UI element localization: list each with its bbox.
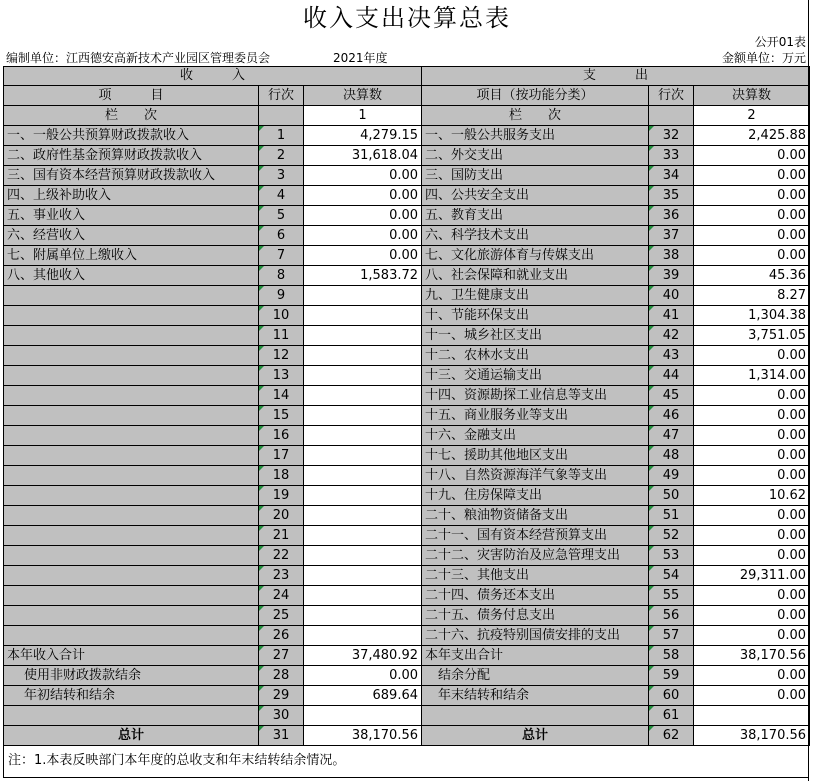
income-row-no-header: 行次: [259, 86, 304, 106]
expense-amount: 45.36: [694, 266, 810, 286]
table-row: [4, 446, 810, 466]
expense-row-number: 42: [649, 326, 694, 346]
expense-item-label: 二十一、国有资本经营预算支出: [422, 526, 649, 546]
expense-item-label: 四、公共安全支出: [422, 186, 649, 206]
income-amount: [304, 466, 422, 486]
table-row: [4, 186, 810, 206]
expense-row-number: 51: [649, 506, 694, 526]
expense-total-row-number: 59: [649, 666, 694, 686]
total-row: [4, 666, 810, 686]
income-total-row-number: 27: [259, 646, 304, 666]
income-total-label: 使用非财政拨款结余: [4, 666, 259, 686]
income-amount: [304, 286, 422, 306]
footnote: 注：1.本表反映部门本年度的总收支和年末结转结余情况。: [3, 746, 809, 778]
expense-row-number: 40: [649, 286, 694, 306]
expense-row-no-header: 行次: [649, 86, 694, 106]
income-amount: [304, 546, 422, 566]
income-total-label: [4, 706, 259, 726]
income-row-number: 12: [259, 346, 304, 366]
expense-item-label: 二十六、抗疫特别国债安排的支出: [422, 626, 649, 646]
income-row-number: 25: [259, 606, 304, 626]
income-row-number: 24: [259, 586, 304, 606]
income-amount: [304, 326, 422, 346]
expense-total-amount: 38,170.56: [694, 646, 810, 666]
expense-total-amount: [694, 706, 810, 726]
expense-total-label: 总计: [422, 726, 649, 746]
income-row-number: 10: [259, 306, 304, 326]
expense-item-label: 二十四、债务还本支出: [422, 586, 649, 606]
table-row: [4, 326, 810, 346]
income-item-label: 二、政府性基金预算财政拨款收入: [4, 146, 259, 166]
income-row-number: 1: [259, 126, 304, 146]
total-row: [4, 706, 810, 726]
expense-row-number: 39: [649, 266, 694, 286]
expense-row-number: 52: [649, 526, 694, 546]
total-row: [4, 646, 810, 666]
expense-amount: 0.00: [694, 546, 810, 566]
income-total-row-number: 30: [259, 706, 304, 726]
table-row: [4, 406, 810, 426]
income-row-number: 6: [259, 226, 304, 246]
income-total-label: 总计: [4, 726, 259, 746]
income-item-label: [4, 286, 259, 306]
expense-row-number: 50: [649, 486, 694, 506]
table-row: [4, 586, 810, 606]
org-label: 编制单位：江西德安高新技术产业园区管理委员会: [6, 51, 271, 65]
expense-total-row-number: 58: [649, 646, 694, 666]
income-row-number: 11: [259, 326, 304, 346]
income-amount: [304, 366, 422, 386]
table-row: [4, 486, 810, 506]
amount-unit-label: 金额单位：万元: [721, 51, 806, 65]
table-row: [4, 306, 810, 326]
expense-amount: 0.00: [694, 446, 810, 466]
income-item-label: [4, 566, 259, 586]
income-item-label: 五、事业收入: [4, 206, 259, 226]
expense-row-number: 56: [649, 606, 694, 626]
income-amount: [304, 306, 422, 326]
income-item-label: [4, 386, 259, 406]
income-amount: [304, 346, 422, 366]
income-item-label: [4, 626, 259, 646]
expense-row-number: 47: [649, 426, 694, 446]
expense-amount: 0.00: [694, 526, 810, 546]
expense-amount: 2,425.88: [694, 126, 810, 146]
expense-item-label: 一、一般公共服务支出: [422, 126, 649, 146]
expense-row-number: 35: [649, 186, 694, 206]
table-row: [4, 546, 810, 566]
expense-item-label: 十六、金融支出: [422, 426, 649, 446]
expense-amount: 0.00: [694, 626, 810, 646]
income-amount: [304, 486, 422, 506]
expense-amount: 0.00: [694, 506, 810, 526]
expense-total-row-number: 62: [649, 726, 694, 746]
expense-item-label: 二十三、其他支出: [422, 566, 649, 586]
income-amount: 0.00: [304, 186, 422, 206]
income-amount: [304, 386, 422, 406]
expense-row-number: 53: [649, 546, 694, 566]
expense-row-number: 37: [649, 226, 694, 246]
table-row: [4, 146, 810, 166]
expense-amount: 0.00: [694, 606, 810, 626]
income-total-amount: [304, 706, 422, 726]
income-amount: 4,279.15: [304, 126, 422, 146]
income-amount: 0.00: [304, 246, 422, 266]
expense-amount: 0.00: [694, 586, 810, 606]
expense-row-number: 38: [649, 246, 694, 266]
expense-row-number: 54: [649, 566, 694, 586]
expense-item-label: 七、文化旅游体育与传媒支出: [422, 246, 649, 266]
income-item-label: [4, 326, 259, 346]
expense-amount: 0.00: [694, 386, 810, 406]
table-row: [4, 606, 810, 626]
income-item-label: [4, 366, 259, 386]
income-item-label: 七、附属单位上缴收入: [4, 246, 259, 266]
income-amount: [304, 406, 422, 426]
income-amount: [304, 566, 422, 586]
income-total-amount: 38,170.56: [304, 726, 422, 746]
table-row: [4, 266, 810, 286]
page-title: 收入支出决算总表: [303, 4, 511, 32]
expense-item-label: 十八、自然资源海洋气象等支出: [422, 466, 649, 486]
income-row-number: 2: [259, 146, 304, 166]
expense-total-row-number: 61: [649, 706, 694, 726]
expense-amount: 0.00: [694, 466, 810, 486]
expense-amount-header: 决算数: [694, 86, 810, 106]
table-row: [4, 246, 810, 266]
table-row: [4, 526, 810, 546]
expense-row-number: 49: [649, 466, 694, 486]
income-item-label: [4, 426, 259, 446]
income-total-row-number: 28: [259, 666, 304, 686]
form-id-label: 公开01表: [754, 35, 806, 49]
expense-column-number: 2: [694, 106, 810, 126]
expense-row-number: 34: [649, 166, 694, 186]
expense-item-label: 十七、援助其他地区支出: [422, 446, 649, 466]
income-row-number: 22: [259, 546, 304, 566]
income-amount: [304, 526, 422, 546]
expense-amount: 0.00: [694, 146, 810, 166]
table-row: [4, 506, 810, 526]
income-amount: [304, 426, 422, 446]
expense-row-number: 44: [649, 366, 694, 386]
expense-row-number: 46: [649, 406, 694, 426]
table-row: [4, 566, 810, 586]
expense-item-label: 十一、城乡社区支出: [422, 326, 649, 346]
income-row-number: 3: [259, 166, 304, 186]
table-row: [4, 166, 810, 186]
expense-item-label: 十、节能环保支出: [422, 306, 649, 326]
expense-amount: 0.00: [694, 206, 810, 226]
table-row: [4, 426, 810, 446]
income-row-number: 21: [259, 526, 304, 546]
income-row-number: 26: [259, 626, 304, 646]
income-item-label: [4, 446, 259, 466]
expense-amount: 3,751.05: [694, 326, 810, 346]
income-item-label: [4, 526, 259, 546]
table-row: [4, 226, 810, 246]
income-item-label: 八、其他收入: [4, 266, 259, 286]
expense-item-label: 八、社会保障和就业支出: [422, 266, 649, 286]
expense-amount: 0.00: [694, 226, 810, 246]
income-amount: [304, 606, 422, 626]
expense-amount: 1,304.38: [694, 306, 810, 326]
expense-amount: 29,311.00: [694, 566, 810, 586]
income-amount: 1,583.72: [304, 266, 422, 286]
table-row: [4, 466, 810, 486]
expense-item-label: 十五、商业服务业等支出: [422, 406, 649, 426]
expense-amount: 0.00: [694, 406, 810, 426]
income-amount: [304, 586, 422, 606]
expense-item-label: 十九、住房保障支出: [422, 486, 649, 506]
expense-column-order-blank: [649, 106, 694, 126]
income-item-label: 四、上级补助收入: [4, 186, 259, 206]
expense-amount: 0.00: [694, 186, 810, 206]
income-amount: [304, 446, 422, 466]
income-item-label: 一、一般公共预算财政拨款收入: [4, 126, 259, 146]
income-row-number: 15: [259, 406, 304, 426]
expense-section-header: 支 出: [422, 67, 810, 86]
expense-total-label: 结余分配: [422, 666, 649, 686]
income-item-label: 六、经营收入: [4, 226, 259, 246]
income-item-label: [4, 546, 259, 566]
unit-row: [0, 50, 814, 66]
expense-item-label: 五、教育支出: [422, 206, 649, 226]
income-item-label: [4, 486, 259, 506]
income-item-label: [4, 506, 259, 526]
income-item-label: [4, 466, 259, 486]
table-row: [4, 366, 810, 386]
expense-total-label: [422, 706, 649, 726]
table-row: [4, 626, 810, 646]
income-amount: 31,618.04: [304, 146, 422, 166]
income-total-amount: 37,480.92: [304, 646, 422, 666]
income-row-number: 13: [259, 366, 304, 386]
income-total-label: 本年收入合计: [4, 646, 259, 666]
expense-item-label: 十四、资源勘探工业信息等支出: [422, 386, 649, 406]
expense-amount: 10.62: [694, 486, 810, 506]
expense-item-label: 三、国防支出: [422, 166, 649, 186]
expense-item-label: 十二、农林水支出: [422, 346, 649, 366]
income-row-number: 20: [259, 506, 304, 526]
table-row: [4, 346, 810, 366]
expense-total-amount: 0.00: [694, 686, 810, 706]
income-row-number: 23: [259, 566, 304, 586]
income-row-number: 14: [259, 386, 304, 406]
table-row: [4, 126, 810, 146]
income-column-order-label: 栏 次: [4, 106, 259, 126]
income-row-number: 9: [259, 286, 304, 306]
income-total-amount: 0.00: [304, 666, 422, 686]
expense-row-number: 33: [649, 146, 694, 166]
expense-amount: 8.27: [694, 286, 810, 306]
expense-item-label: 九、卫生健康支出: [422, 286, 649, 306]
income-row-number: 7: [259, 246, 304, 266]
expense-column-order-label: 栏 次: [422, 106, 649, 126]
expense-row-number: 36: [649, 206, 694, 226]
expense-row-number: 41: [649, 306, 694, 326]
income-row-number: 16: [259, 426, 304, 446]
expense-row-number: 48: [649, 446, 694, 466]
income-total-row-number: 29: [259, 686, 304, 706]
year-label: 2021年度: [333, 51, 388, 65]
expense-item-label: 六、科学技术支出: [422, 226, 649, 246]
expense-total-amount: 38,170.56: [694, 726, 810, 746]
income-item-header: 项 目: [4, 86, 259, 106]
table-row: [4, 286, 810, 306]
income-row-number: 4: [259, 186, 304, 206]
income-amount: 0.00: [304, 166, 422, 186]
expense-row-number: 55: [649, 586, 694, 606]
income-amount-header: 决算数: [304, 86, 422, 106]
income-total-label: 年初结转和结余: [4, 686, 259, 706]
expense-row-number: 43: [649, 346, 694, 366]
income-amount: [304, 626, 422, 646]
income-item-label: [4, 406, 259, 426]
expense-row-number: 45: [649, 386, 694, 406]
income-row-number: 8: [259, 266, 304, 286]
income-amount: [304, 506, 422, 526]
expense-total-label: 年末结转和结余: [422, 686, 649, 706]
expense-item-header: 项目（按功能分类）: [422, 86, 649, 106]
income-item-label: [4, 586, 259, 606]
expense-amount: 0.00: [694, 246, 810, 266]
income-row-number: 17: [259, 446, 304, 466]
total-row: [4, 686, 810, 706]
expense-total-label: 本年支出合计: [422, 646, 649, 666]
right-border: [808, 0, 809, 781]
income-amount: 0.00: [304, 206, 422, 226]
income-item-label: [4, 346, 259, 366]
income-item-label: [4, 306, 259, 326]
expense-item-label: 二十五、债务付息支出: [422, 606, 649, 626]
expense-item-label: 十三、交通运输支出: [422, 366, 649, 386]
income-section-header: 收 入: [4, 67, 422, 86]
expense-row-number: 32: [649, 126, 694, 146]
expense-item-label: 二、外交支出: [422, 146, 649, 166]
income-item-label: [4, 606, 259, 626]
income-column-number: 1: [304, 106, 422, 126]
income-total-row-number: 31: [259, 726, 304, 746]
expense-row-number: 57: [649, 626, 694, 646]
expense-item-label: 二十二、灾害防治及应急管理支出: [422, 546, 649, 566]
expense-total-row-number: 60: [649, 686, 694, 706]
expense-amount: 0.00: [694, 426, 810, 446]
income-item-label: 三、国有资本经营预算财政拨款收入: [4, 166, 259, 186]
income-row-number: 5: [259, 206, 304, 226]
expense-amount: 1,314.00: [694, 366, 810, 386]
total-row: [4, 726, 810, 746]
income-row-number: 18: [259, 466, 304, 486]
income-column-order-blank: [259, 106, 304, 126]
expense-total-amount: 0.00: [694, 666, 810, 686]
expense-amount: 0.00: [694, 166, 810, 186]
income-amount: 0.00: [304, 226, 422, 246]
expense-amount: 0.00: [694, 346, 810, 366]
table-row: [4, 206, 810, 226]
table-row: [4, 386, 810, 406]
expense-item-label: 二十、粮油物资储备支出: [422, 506, 649, 526]
statement-table: [3, 66, 810, 746]
income-row-number: 19: [259, 486, 304, 506]
income-total-amount: 689.64: [304, 686, 422, 706]
